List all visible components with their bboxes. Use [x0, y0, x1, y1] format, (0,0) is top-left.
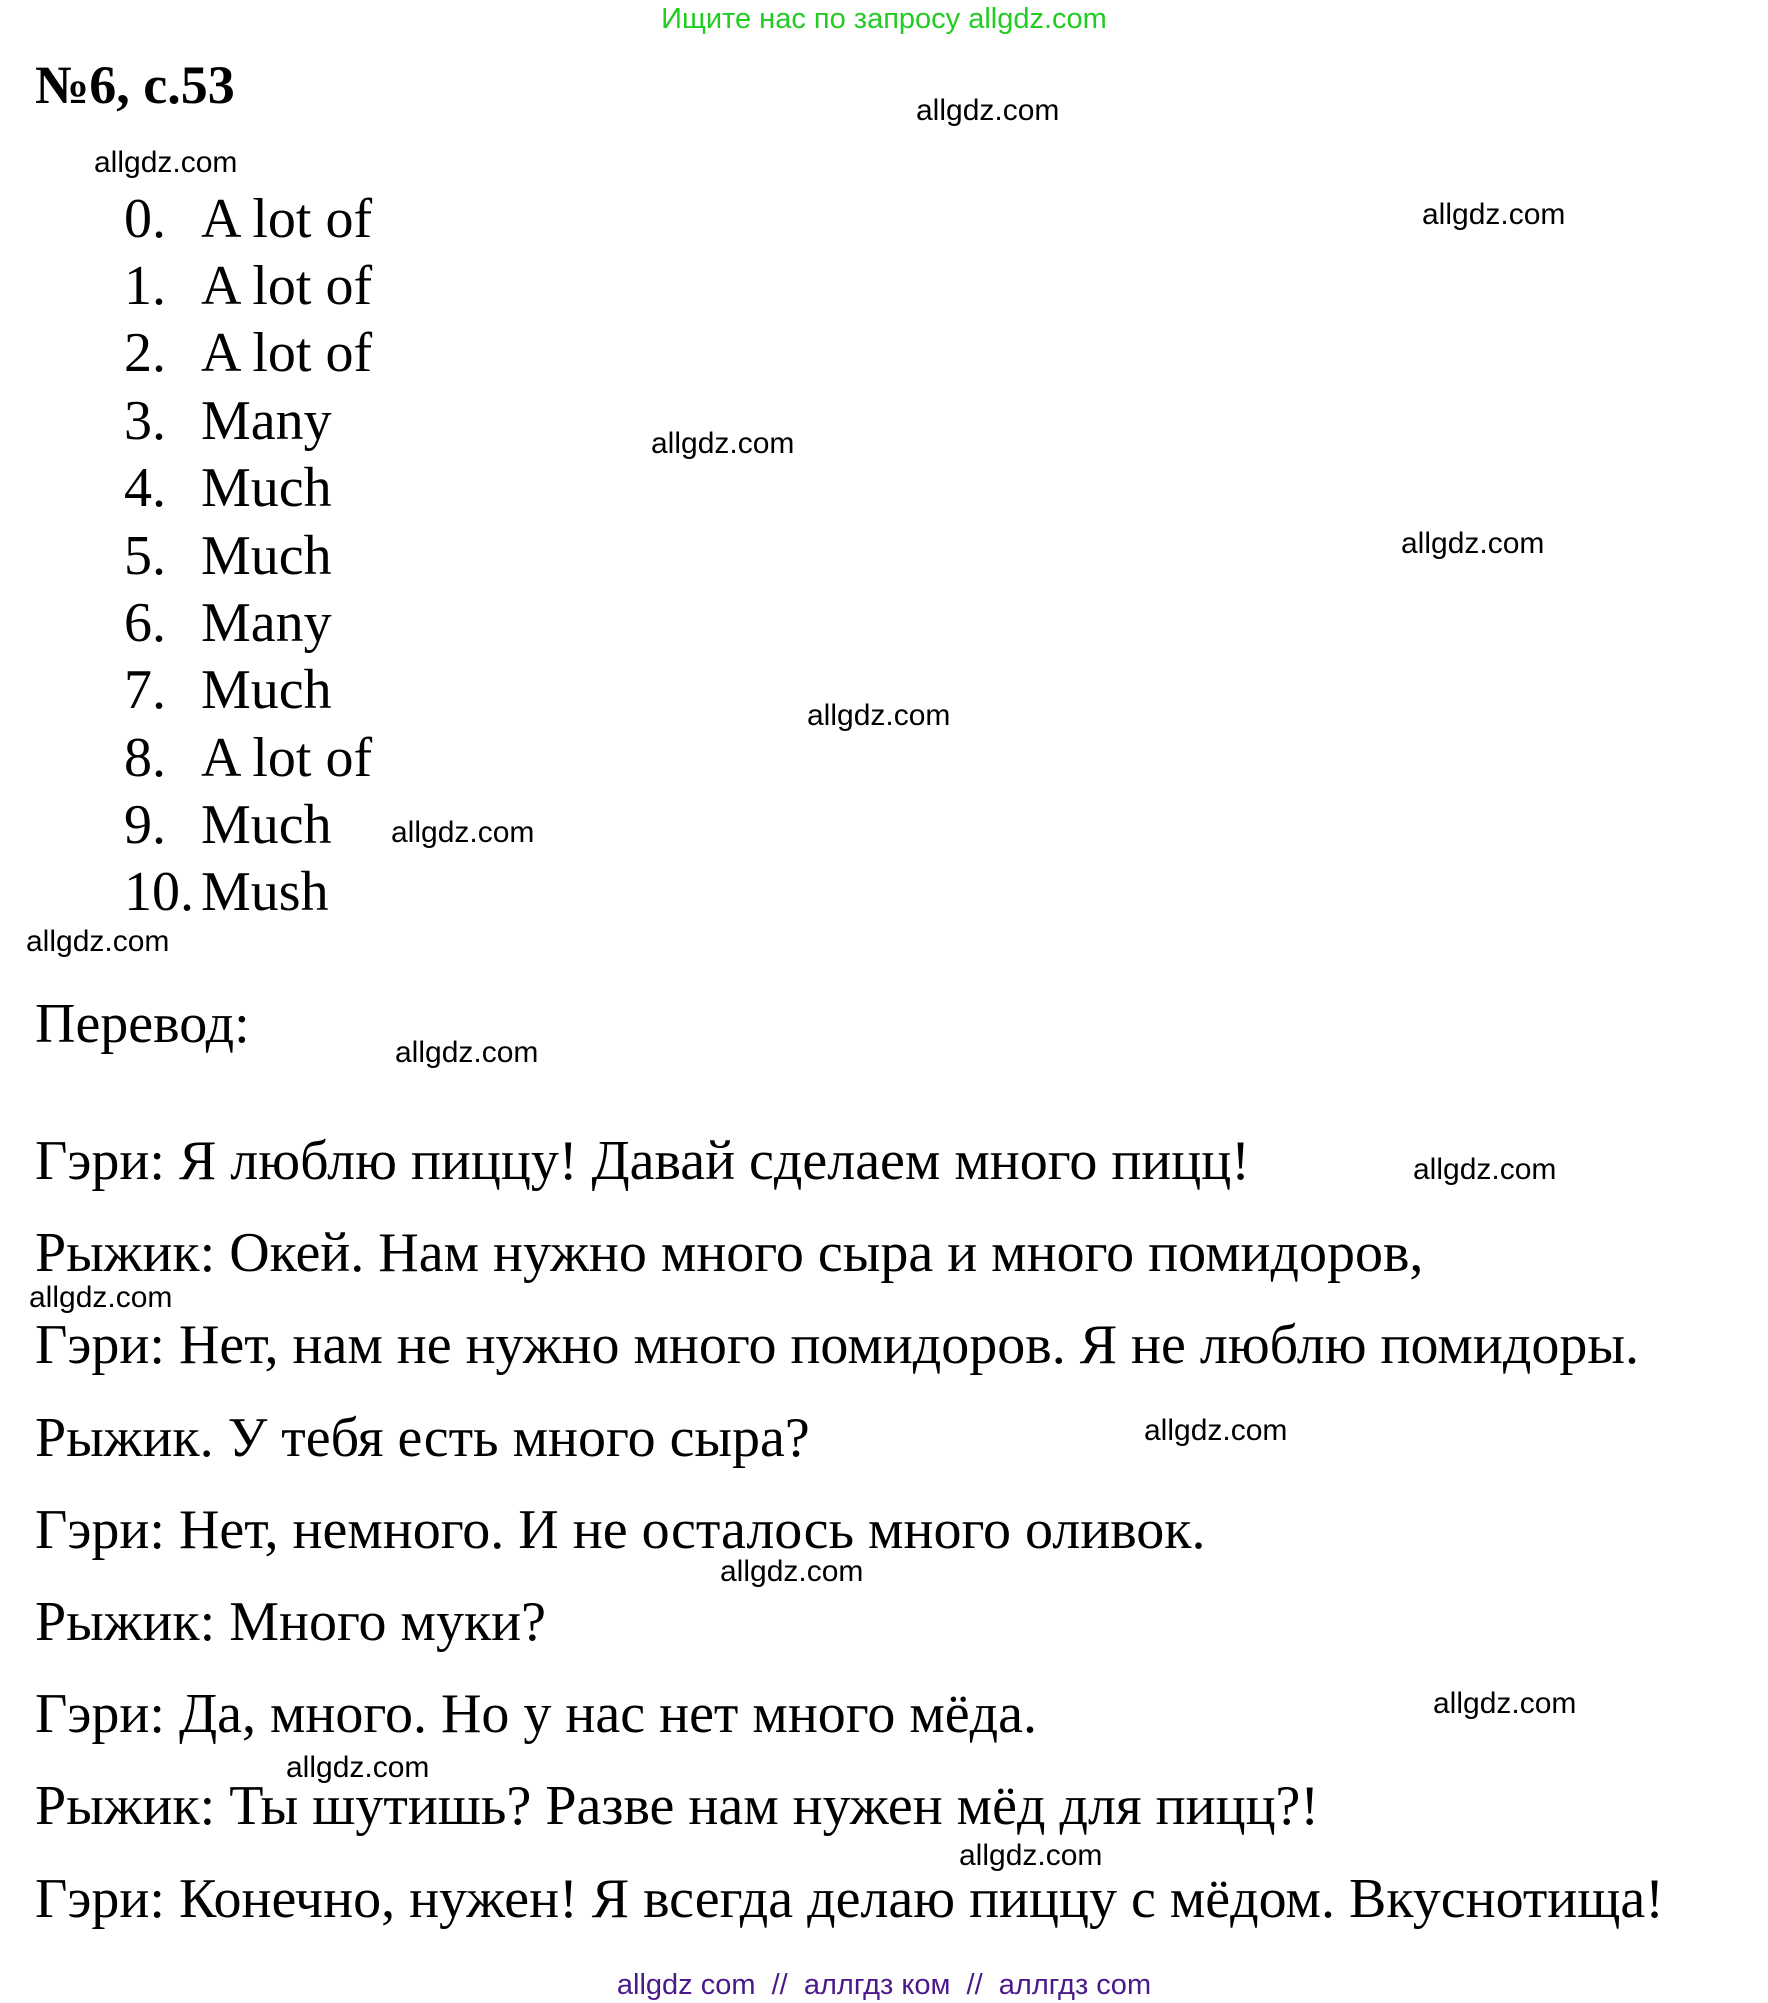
- watermark: allgdz.com: [720, 1555, 864, 1588]
- list-item: [124, 592, 332, 654]
- item-text: A lot of: [201, 727, 373, 789]
- watermark: allgdz.com: [1413, 1153, 1557, 1186]
- item-number: 5.: [124, 525, 166, 587]
- item-number: 0.: [124, 188, 166, 250]
- watermark: allgdz.com: [26, 925, 170, 958]
- item-number: 3.: [124, 390, 166, 452]
- list-item: [124, 659, 332, 721]
- item-text: A lot of: [201, 255, 373, 317]
- watermark: allgdz.com: [1422, 198, 1566, 231]
- dialogue-line: Гэри: Нет, нам не нужно много помидоров. Я не люблю помидоры.: [35, 1314, 1639, 1376]
- list-item: [124, 457, 332, 519]
- item-text: Mush: [201, 861, 329, 923]
- item-text: Much: [201, 794, 332, 856]
- item-number: 9.: [124, 794, 166, 856]
- dialogue-line: Гэри: Я люблю пиццу! Давай сделаем много пицц!: [35, 1130, 1250, 1192]
- item-number: 6.: [124, 592, 166, 654]
- item-number: 10.: [124, 861, 194, 923]
- dialogue-line: Гэри: Нет, немного. И не осталось много оливок.: [35, 1499, 1206, 1561]
- search-banner: Ищите нас по запросу allgdz.com: [661, 3, 1107, 35]
- watermark: allgdz.com: [29, 1281, 173, 1314]
- list-item: [124, 322, 373, 384]
- list-item: [124, 390, 332, 452]
- watermark: allgdz.com: [1433, 1687, 1577, 1720]
- watermark: allgdz.com: [959, 1839, 1103, 1872]
- dialogue-line: Рыжик. У тебя есть много сыра?: [35, 1407, 810, 1469]
- list-item: [124, 727, 373, 789]
- item-number: 1.: [124, 255, 166, 317]
- item-text: Much: [201, 457, 332, 519]
- list-item: [124, 525, 332, 587]
- watermark: allgdz.com: [1401, 527, 1545, 560]
- item-number: 7.: [124, 659, 166, 721]
- watermark: allgdz.com: [94, 146, 238, 179]
- item-text: Many: [201, 592, 332, 654]
- watermark: allgdz.com: [916, 94, 1060, 127]
- list-item: [124, 794, 332, 856]
- watermark: allgdz.com: [391, 816, 535, 849]
- item-number: 8.: [124, 727, 166, 789]
- item-text: Much: [201, 525, 332, 587]
- item-text: A lot of: [201, 188, 373, 250]
- item-number: 4.: [124, 457, 166, 519]
- item-text: Many: [201, 390, 332, 452]
- translation-heading: Перевод:: [35, 993, 250, 1055]
- dialogue-line: Гэри: Конечно, нужен! Я всегда делаю пиццу с мёдом. Вкуснотища!: [35, 1868, 1664, 1930]
- dialogue-line: Гэри: Да, много. Но у нас нет много мёда.: [35, 1683, 1038, 1745]
- watermark: allgdz.com: [651, 427, 795, 460]
- watermark: allgdz.com: [395, 1036, 539, 1069]
- list-item: [124, 861, 329, 923]
- watermark: allgdz.com: [286, 1751, 430, 1784]
- footer-watermark: allgdz com // аллгдз ком // аллгдз com: [616, 1969, 1152, 2001]
- item-text: A lot of: [201, 322, 373, 384]
- list-item: [124, 188, 373, 250]
- watermark: allgdz.com: [807, 699, 951, 732]
- dialogue-line: Рыжик: Много муки?: [35, 1591, 546, 1653]
- list-item: [124, 255, 373, 317]
- exercise-title: №6, с.53: [35, 55, 235, 115]
- item-number: 2.: [124, 322, 166, 384]
- dialogue-line: Рыжик: Окей. Нам нужно много сыра и много помидоров,: [35, 1222, 1424, 1284]
- dialogue-line: Рыжик: Ты шутишь? Разве нам нужен мёд для пицц?!: [35, 1775, 1320, 1837]
- item-text: Much: [201, 659, 332, 721]
- watermark: allgdz.com: [1144, 1414, 1288, 1447]
